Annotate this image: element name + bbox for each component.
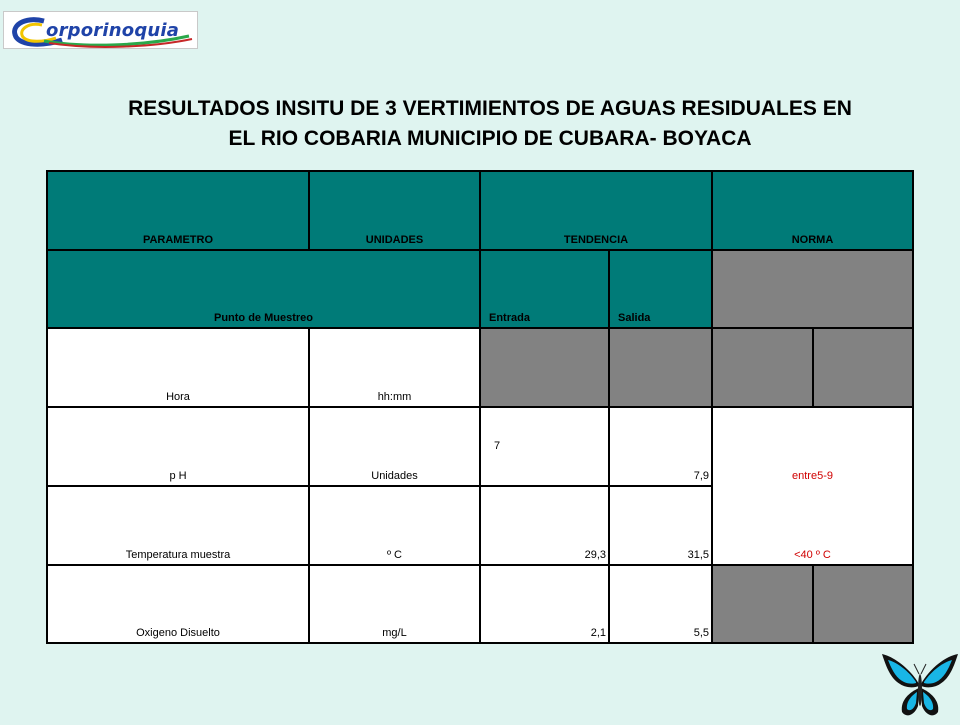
- table-row-ph-salida: 7,9: [610, 408, 713, 487]
- norma-ph-value: entre5-9: [792, 470, 833, 482]
- table-row-oxigeno-norma-a: [713, 566, 814, 644]
- norma-empty-cell: [713, 251, 914, 329]
- table-row-ph-parametro: p H: [48, 408, 310, 487]
- header-unidades: UNIDADES: [310, 172, 481, 251]
- table-row-temperatura-parametro: Temperatura muestra: [48, 487, 310, 566]
- table-row-oxigeno-norma-b: [814, 566, 914, 644]
- table-row-oxigeno-unidad: mg/L: [310, 566, 481, 644]
- table-row-temperatura-unidad: º C: [310, 487, 481, 566]
- subheader-salida: Salida: [610, 251, 713, 329]
- subheader-entrada: Entrada: [481, 251, 610, 329]
- blue-butterfly-icon: [880, 648, 960, 720]
- header-parametro: PARAMETRO: [48, 172, 310, 251]
- table-row-hora-salida: [610, 329, 713, 408]
- table-row-temperatura-salida: 31,5: [610, 487, 713, 566]
- table-row-temperatura-entrada: 29,3: [481, 487, 610, 566]
- table-row-norma-merged: [713, 408, 914, 566]
- table-row-oxigeno-salida: 5,5: [610, 566, 713, 644]
- corporinoquia-logo: [3, 11, 198, 49]
- results-table: [46, 170, 914, 644]
- title-line-2: EL RIO COBARIA MUNICIPIO DE CUBARA- BOYACA: [228, 127, 752, 150]
- subheader-punto-de-muestreo: Punto de Muestreo: [48, 251, 481, 329]
- table-row-hora-unidad: hh:mm: [310, 329, 481, 408]
- table-row-ph-unidad: Unidades: [310, 408, 481, 487]
- header-norma: NORMA: [713, 172, 914, 251]
- table-row-hora-entrada: [481, 329, 610, 408]
- page-title: [40, 94, 940, 154]
- title-line-1: RESULTADOS INSITU DE 3 VERTIMIENTOS DE AGUAS RESIDUALES EN: [128, 97, 852, 120]
- table-row-hora-norma-b: [814, 329, 914, 408]
- table-row-oxigeno-entrada: 2,1: [481, 566, 610, 644]
- table-row-hora-parametro: Hora: [48, 329, 310, 408]
- logo-text: orporinoquia: [46, 20, 180, 41]
- header-tendencia: TENDENCIA: [481, 172, 713, 251]
- table-row-oxigeno-parametro: Oxigeno Disuelto: [48, 566, 310, 644]
- table-row-hora-norma-a: [713, 329, 814, 408]
- table-row-ph-entrada: 7: [481, 408, 610, 487]
- norma-temperatura-value: <40 º C: [794, 549, 831, 561]
